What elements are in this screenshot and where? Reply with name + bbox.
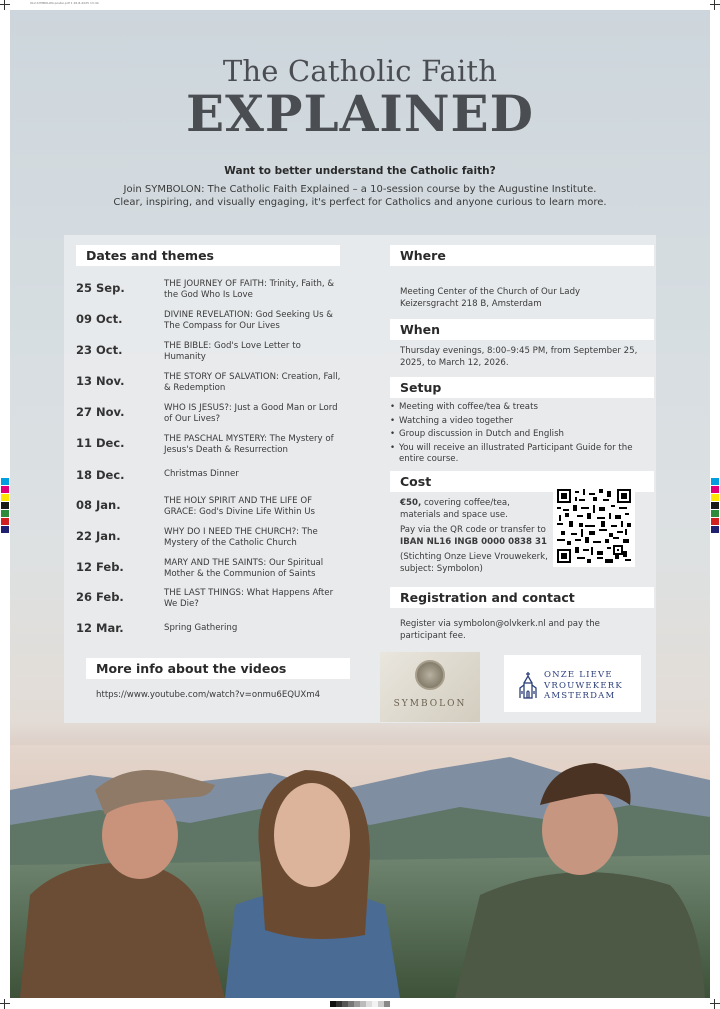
cost-text xyxy=(400,498,550,575)
session-theme: WHY DO I NEED THE CHURCH?: The Mystery of the Catholic Church xyxy=(164,527,318,548)
color-registration-bar xyxy=(711,478,719,534)
setup-item: • You will receive an illustrated Participant Guide for the entire course. xyxy=(390,443,640,466)
recipient-line-1: (Stichting Onze Lieve Vrouwekerk, xyxy=(400,552,548,562)
church-logo xyxy=(504,655,641,712)
session-date: 25 Sep. xyxy=(76,281,125,295)
cost-pay-line: Pay via the QR code or transfer to xyxy=(400,525,546,535)
session-date: 23 Oct. xyxy=(76,343,123,357)
when-line-2: 2025, to March 12, 2026. xyxy=(400,357,509,368)
tagline: Want to better understand the Catholic faith? xyxy=(224,165,496,177)
info-panel xyxy=(64,235,656,723)
when-line-1: Thursday evenings, 8:00–9:45 PM, from September 25, xyxy=(400,346,638,356)
cost-heading: Cost xyxy=(390,471,654,492)
poster xyxy=(10,10,710,998)
when-text xyxy=(400,346,637,369)
session-date: 27 Nov. xyxy=(76,405,125,419)
where-heading: Where xyxy=(390,245,654,266)
recipient-line-2: subject: Symbolon) xyxy=(400,563,483,574)
crop-mark xyxy=(710,0,720,10)
session-theme: WHO IS JESUS?: Just a Good Man or Lord of Our Lives? xyxy=(164,403,338,424)
registration-line-1: Register via symbolon@olvkerk.nl and pay the xyxy=(400,619,600,629)
session-theme: Christmas Dinner xyxy=(164,469,239,479)
crop-mark xyxy=(0,999,10,1009)
when-heading: When xyxy=(390,319,654,340)
title-line-2: EXPLAINED xyxy=(185,84,534,143)
session-date: 12 Feb. xyxy=(76,560,124,574)
church-logo-text xyxy=(544,670,623,702)
setup-item: • Group discussion in Dutch and English xyxy=(390,429,640,441)
cost-line-2: materials and space use. xyxy=(400,509,508,520)
church-logo-line-1: ONZE LIEVE xyxy=(544,670,613,680)
symbolon-logo-text: SYMBOLON xyxy=(393,699,467,709)
session-theme: THE BIBLE: God's Love Letter to Humanity xyxy=(164,341,301,362)
gray-scale-bar xyxy=(330,1001,390,1007)
color-registration-bar xyxy=(1,478,9,534)
payment-qr-code[interactable] xyxy=(553,485,635,567)
session-theme: THE LAST THINGS: What Happens After We Die? xyxy=(164,588,334,609)
crop-mark xyxy=(0,0,10,10)
registration-text xyxy=(400,619,600,642)
church-logo-line-3: AMSTERDAM xyxy=(544,691,616,701)
intro-line-2: Clear, inspiring, and visually engaging, it's perfect for Catholics and anyone curious to learn more. xyxy=(113,197,607,208)
iban: IBAN NL16 INGB 0000 0838 31 xyxy=(400,536,547,547)
session-theme: THE STORY OF SALVATION: Creation, Fall, & Redemption xyxy=(164,372,341,393)
symbolon-logo xyxy=(380,652,480,722)
session-date: 18 Dec. xyxy=(76,468,125,482)
session-theme: DIVINE REVELATION: God Seeking Us & The Compass for Our Lives xyxy=(164,310,333,331)
session-date: 26 Feb. xyxy=(76,590,124,604)
session-theme: Spring Gathering xyxy=(164,623,238,633)
session-theme: THE HOLY SPIRIT AND THE LIFE OF GRACE: God's Divine Life Within Us xyxy=(164,496,316,517)
cost-line-1 xyxy=(400,498,550,510)
video-link[interactable]: https://www.youtube.com/watch?v=onmu6EQUXm4 xyxy=(96,690,321,700)
session-theme: MARY AND THE SAINTS: Our Spiritual Mother & the Communion of Saints xyxy=(164,558,324,579)
where-line-2: Keizersgracht 218 B, Amsterdam xyxy=(400,298,542,309)
qr-code-icon xyxy=(557,489,631,563)
church-logo-line-2: VROUWEKERK xyxy=(544,680,623,691)
church-icon xyxy=(518,671,538,699)
cost-amount-rest: covering coffee/tea, xyxy=(421,498,510,508)
crop-mark xyxy=(710,999,720,1009)
session-date: 09 Oct. xyxy=(76,312,123,326)
setup-heading: Setup xyxy=(390,377,654,398)
setup-item: • Watching a video together xyxy=(390,416,640,428)
photo-three-people-mountains xyxy=(10,745,710,998)
session-theme: THE PASCHAL MYSTERY: The Mystery of Jesus's Death & Resurrection xyxy=(164,434,334,455)
symbolon-seal-icon xyxy=(415,660,445,690)
videos-heading: More info about the videos xyxy=(86,658,350,679)
session-date: 12 Mar. xyxy=(76,621,124,635)
registration-line-2: participant fee. xyxy=(400,630,466,641)
session-theme: THE JOURNEY OF FAITH: Trinity, Faith, & the God Who Is Love xyxy=(164,279,335,300)
title-line-1: The Catholic Faith xyxy=(222,54,498,88)
intro-text xyxy=(70,183,650,209)
dates-heading: Dates and themes xyxy=(76,245,340,266)
session-date: 13 Nov. xyxy=(76,374,125,388)
session-date: 08 Jan. xyxy=(76,498,121,512)
session-date: 11 Dec. xyxy=(76,436,125,450)
cost-amount: €50, xyxy=(400,498,422,508)
print-slug: OLV-SYMBOLON-poster.pdf 1 26-8-2025 13:44 xyxy=(30,1,99,5)
setup-list xyxy=(390,402,640,468)
where-line-1: Meeting Center of the Church of Our Lady xyxy=(400,287,581,297)
where-text xyxy=(400,287,580,310)
intro-line-1: Join SYMBOLON: The Catholic Faith Explained – a 10-session course by the Augustine Institute. xyxy=(123,184,597,195)
session-date: 22 Jan. xyxy=(76,529,121,543)
setup-item: • Meeting with coffee/tea & treats xyxy=(390,402,640,414)
registration-heading: Registration and contact xyxy=(390,587,654,608)
